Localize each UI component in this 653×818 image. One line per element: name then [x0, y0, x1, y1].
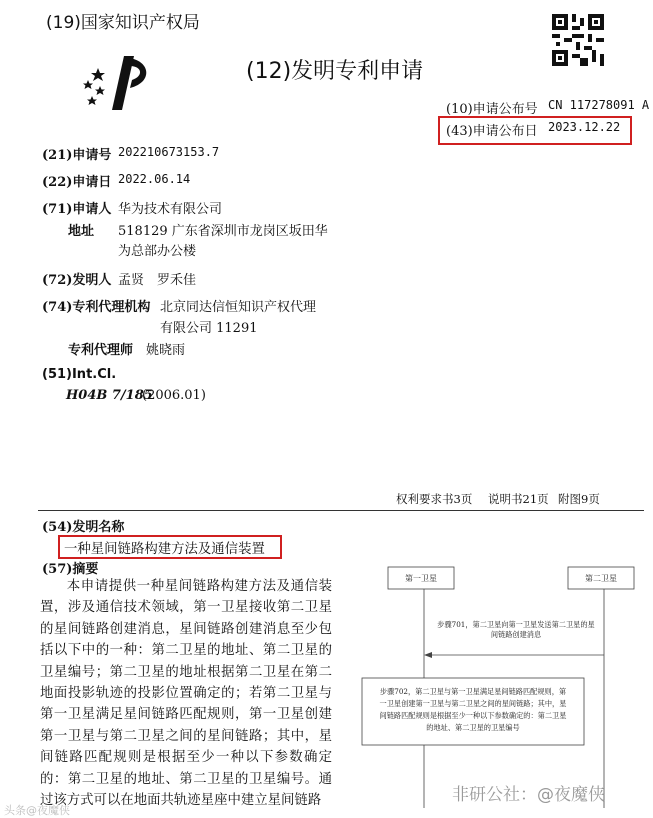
document-type: (12)发明专利申请	[246, 59, 424, 84]
inventors: 孟贤 罗禾佳	[118, 273, 197, 288]
drawing-pages: 附图9页	[558, 492, 600, 506]
title-label: (54)发明名称	[42, 520, 125, 535]
ipc-version: (2006.01)	[142, 388, 206, 403]
step702-line1: 步骤702，第二卫星与第一卫星满足星间链路匹配规则，第	[379, 687, 567, 696]
publication-date-label: (43)申请公布日	[446, 124, 538, 139]
agent-label: 专利代理师	[68, 343, 134, 358]
agency-label: (74)专利代理机构	[42, 300, 151, 315]
description-pages: 说明书21页	[488, 492, 549, 506]
step702-line2: 一卫星创建第一卫星与第二卫星之间的星间链路；其中，星	[379, 699, 567, 708]
address-line-2: 为总部办公楼	[118, 244, 197, 259]
watermark-corner: 头条@夜魔侠	[4, 804, 70, 817]
filing-date: 2022.06.14	[118, 172, 191, 186]
invention-title: 一种星间链路构建方法及通信装置	[64, 542, 265, 557]
applicant: 华为技术有限公司	[118, 202, 223, 217]
agency-line-2: 有限公司 11291	[160, 321, 258, 336]
claims-pages: 权利要求书3页	[396, 492, 473, 506]
step702-line4: 的地址、第二卫星的卫星编号	[426, 723, 520, 732]
watermark-main: 非研公社：@夜魔侠	[452, 785, 605, 805]
step702-line3: 间链路匹配规则是根据至少一种以下参数确定的：第二卫星	[379, 711, 567, 720]
agency-line-1: 北京同达信恒知识产权代理	[160, 300, 317, 315]
application-number: 202210673153.7	[118, 145, 220, 159]
abstract-text: 本申请提供一种星间链路构建方法及通信装置，涉及通信技术领域，第一卫星接收第二卫星的星间链路创建消息，星间链路创建消息至少包括以下中的一种：第二卫星的地址、第二卫星的卫星编号；第二卫星的地址根据第二卫星在第二地面投影轨迹的投影位置确定的；若第二卫星与第一卫星满足星间链路匹配规则，第一卫星创建第一卫星与第二卫星之间的星间链路；其中，星间链路匹配规则是根据至少一种以下参数确定的：第二卫星的地址、第二卫星的卫星编号。通过该方式可以在地面共轨迹星座中建立星间链路	[40, 579, 332, 809]
inventor-label: (72)发明人	[42, 273, 112, 288]
office-name: (19)国家知识产权局	[46, 13, 200, 33]
sat1-label: 第一卫星	[405, 574, 437, 583]
step701-line2: 间链路创建消息	[490, 630, 542, 639]
applicant-label: (71)申请人	[42, 202, 112, 217]
abstract-label: (57)摘要	[42, 562, 99, 577]
application-number-label: (21)申请号	[42, 148, 112, 163]
ipc-code: H04B 7/185	[66, 388, 153, 403]
address-line-1: 518129 广东省深圳市龙岗区坂田华	[118, 224, 328, 239]
publication-date: 2023.12.22	[548, 120, 621, 134]
step701-line1: 步骤701，第二卫星向第一卫星发送第二卫星的星	[437, 620, 595, 629]
publication-number-label: (10)申请公布号	[446, 102, 538, 117]
ipc-label: (51)Int.Cl.	[42, 367, 117, 382]
sat2-label: 第二卫星	[585, 574, 617, 583]
arrow-head	[424, 652, 432, 658]
agent: 姚晓雨	[146, 343, 186, 358]
publication-number: CN 117278091 A	[548, 98, 650, 112]
address-label: 地址	[68, 224, 95, 239]
filing-date-label: (22)申请日	[42, 175, 112, 190]
